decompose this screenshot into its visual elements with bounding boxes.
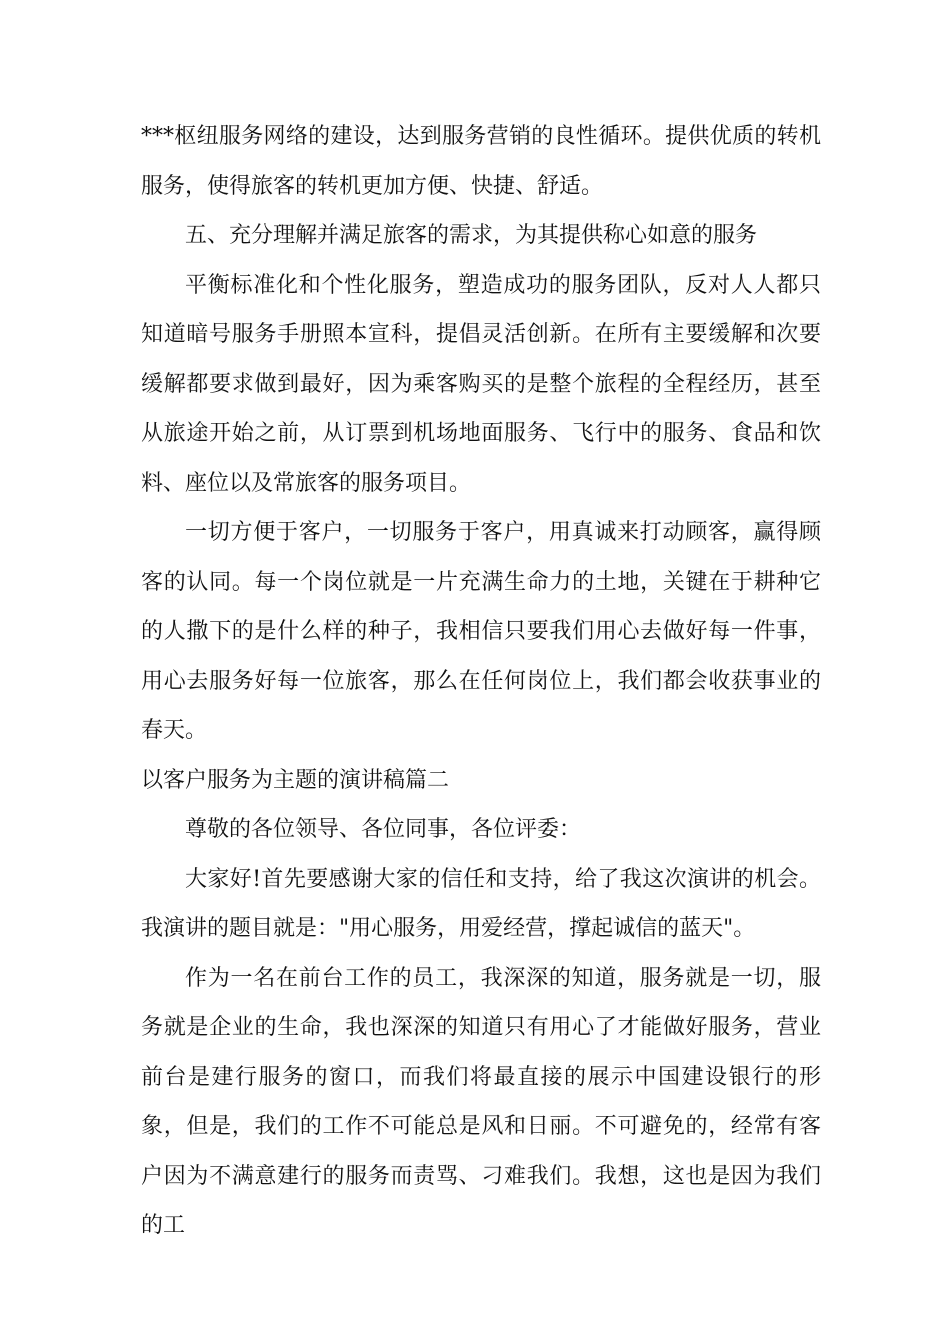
paragraph-greeting: 大家好!首先要感谢大家的信任和支持，给了我这次演讲的机会。我演讲的题目就是："用心服务，用爱经营，撑起诚信的蓝天"。	[141, 866, 821, 941]
paragraph-1: ***枢纽服务网络的建设，达到服务营销的良性循环。提供优质的转机服务，使得旅客的转机更加方便、快捷、舒适。	[141, 124, 821, 199]
paragraph-8: 作为一名在前台工作的员工，我深深的知道，服务就是一切，服务就是企业的生命，我也深深的知道只有用心了才能做好服务，营业前台是建行服务的窗口，而我们将最直接的展示中国建设银行的形象，但是，我们的工作不可能总是风和日丽。不可避免的，经常有客户因为不满意建行的服务而责骂、刁难我们。我想，这也是因为我们的工	[141, 965, 821, 1238]
document-body	[141, 112, 821, 1251]
speech-title-part-two: 以客户服务为主题的演讲稿篇二	[141, 767, 450, 793]
paragraph-3: 平衡标准化和个性化服务，塑造成功的服务团队，反对人人都只知道暗号服务手册照本宣科，提倡灵活创新。在所有主要缓解和次要缓解都要求做到最好，因为乘客购买的是整个旅程的全程经历，甚至从旅途开始之前，从订票到机场地面服务、飞行中的服务、食品和饮料、座位以及常旅客的服务项目。	[141, 272, 821, 496]
salutation: 尊敬的各位领导、各位同事，各位评委：	[185, 817, 582, 842]
section-heading-five: 五、充分理解并满足旅客的需求，为其提供称心如意的服务	[185, 223, 758, 248]
paragraph-4: 一切方便于客户，一切服务于客户，用真诚来打动顾客，赢得顾客的认同。每一个岗位就是一片充满生命力的土地，关键在于耕种它的人撒下的是什么样的种子，我相信只要我们用心去做好每一件事，用心去服务好每一位旅客，那么在任何岗位上，我们都会收获事业的春天。	[141, 520, 821, 743]
